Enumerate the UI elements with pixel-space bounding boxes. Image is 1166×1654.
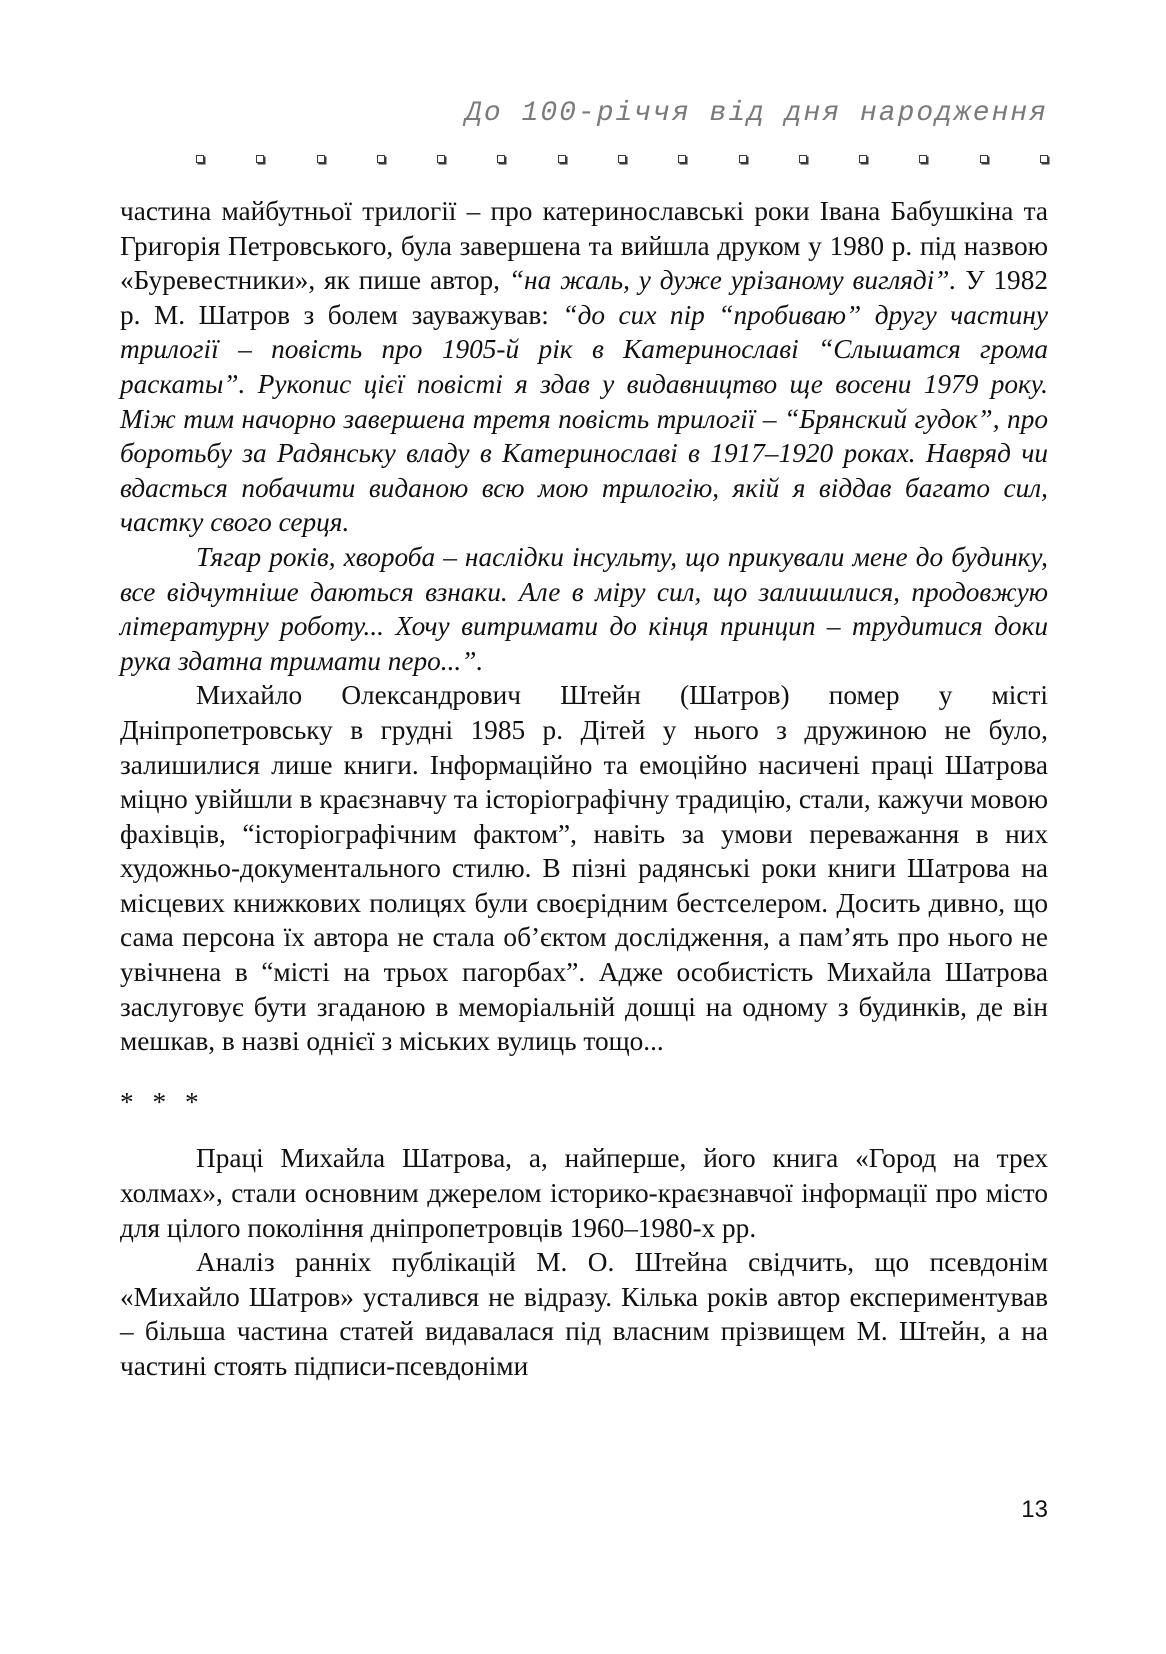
header-bullet-icon	[1040, 155, 1048, 163]
paragraph	[120, 194, 1048, 540]
header-bullet-icon	[618, 155, 626, 163]
header-bullet-icon	[377, 155, 385, 163]
running-header-title: До 100-річчя від дня народження	[465, 98, 1048, 129]
paragraph	[120, 540, 1048, 678]
text-run: Михайло Олександрович Штейн (Шатров) помер у місті Дніпропетровську в грудні 1985 р. Дітей у нього з дружиною не було, залишилися лише книги. Інформаційно та емоційно насичені праці Шатрова міцно увійшли в краєзнавчу та історіографічну традицію, стали, кажучи мовою фахівців, “історіографічним фактом”, навіть за умови переважання в них художньо-документального стилю. В пізні радянські роки книги Шатрова на місцевих книжкових полицях були своєрідним бестселером. Досить дивно, що сама персона їх автора не стала об’єктом дослідження, а пам’ять про нього не увічнена в “місті на трьох пагорбах”. Адже особистість Михайла Шатрова заслуговує бути згаданою в меморіальній дошці на одному з будинків, де він мешкав, в назві однієї з міських вулиць тощо...	[120, 680, 1048, 1057]
header-bullet-icon	[317, 155, 325, 163]
text-run: У 1982 р. М. Шатров з болем зауважував:	[120, 265, 1048, 330]
header-bullet-icon	[678, 155, 686, 163]
header-bullet-icon	[980, 155, 988, 163]
header-bullet-icon	[196, 155, 204, 163]
header-bullet-icon	[919, 155, 927, 163]
header-bullet-icon	[437, 155, 445, 163]
header-bullet-icon	[558, 155, 566, 163]
header-bullet-icon	[497, 155, 505, 163]
quote-text: “до сих пір “пробиваю” другу частину трилогії – повість про 1905-й рік в Катеринославі “Слышатся грома раскаты”. Рукопис цієї повісті я здав у видавництво ще восени 1979 року. Між тим начорно завершена третя повість трилогії – “Брянский гудок”, про боротьбу за Радянську владу в Катеринославі в 1917–1920 роках. Навряд чи вдасться побачити виданою всю мою трилогію, якій я віддав багато сил, частку свого серця.	[120, 299, 1048, 538]
paragraph	[120, 1245, 1048, 1383]
quote-text: “на жаль, у дуже урізаному вигляді”.	[508, 265, 957, 296]
header-bullet-icon	[256, 155, 264, 163]
header-bullet-icon	[859, 155, 867, 163]
header-bullet-row	[196, 152, 1048, 166]
section-separator	[120, 1085, 1048, 1120]
body-text	[120, 194, 1048, 1384]
header-bullet-icon	[739, 155, 747, 163]
page-number: 13	[1021, 1496, 1048, 1523]
text-run: частина майбутньої трилогії – про катеринославські роки Івана Бабушкіна та Григорія Петровського, була завершена та вийшла друком у 1980 р. під назвою «Буревестники», як пише автор,	[120, 196, 1048, 296]
paragraph	[120, 1141, 1048, 1245]
paragraph	[120, 678, 1048, 1059]
quote-text: Тягар років, хвороба – наслідки інсульту, що прикували мене до будинку, все відчутніше даються взнаки. Але в міру сил, що залишилися, продовжую літературну роботу... Хочу витримати до кінця принцип – трудитися доки рука здатна тримати перо...”.	[120, 541, 1048, 676]
text-run: Праці Михайла Шатрова, а, найперше, його книга «Город на трех холмах», стали основним джерелом історико-краєзнавчої інформації про місто для цілого покоління дніпропетровців 1960–1980-х рр.	[120, 1143, 1048, 1243]
text-run: Аналіз ранніх публікацій М. О. Штейна свідчить, що псевдонім «Михайло Шатров» усталився не відразу. Кілька років автор експериментував – більша частина статей видавалася під власним прізвищем М. Штейн, а на частині стоять підписи-псевдоніми	[120, 1247, 1048, 1381]
header-bullet-icon	[799, 155, 807, 163]
text-run: * * *	[120, 1086, 205, 1117]
